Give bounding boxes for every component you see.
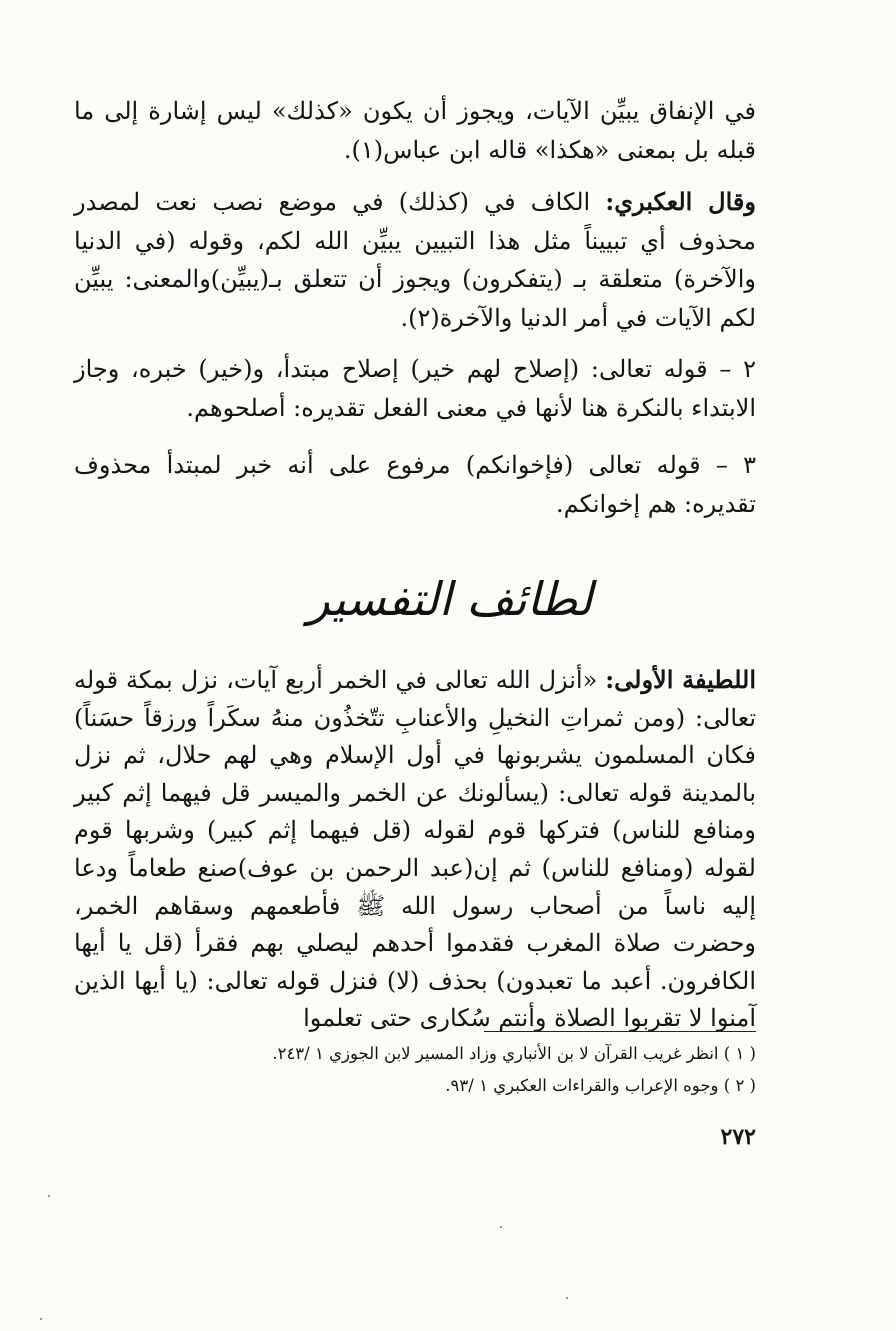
paragraph-first-subtlety [74,661,756,1038]
footnote: ( ١ ) انظر غريب القرآن لا بن الأنباري وزاد المسير لابن الجوزي ١ /٢٤٣. [272,1044,756,1063]
scan-speck [48,1195,50,1197]
paragraph-continuation [74,92,756,169]
footnote: ( ٢ ) وجوه الإعراب والقراءات العكبري ١ /٩٣. [445,1076,756,1095]
section-title: لطائف التفسير [307,572,593,626]
paragraph-lead: وقال العكبري: [605,187,756,216]
paragraph-text: الكاف في (كذلك) في موضع نصب نعت لمصدر محذوف أي تبييناً مثل هذا التبيين يبيِّن الله لكم، وقوله (في الدنيا والآخرة) متعلقة بـ (يتفكرون) ويجوز أن تتعلق بـ(يبيِّن)والمعنى: يبيِّن لكم الآيات في أمر الدنيا والآخرة(٢). [74,188,756,332]
paragraph-text: في الإنفاق يبيِّن الآيات، ويجوز أن يكون «كذلك» ليس إشارة إلى ما قبله بل بمعنى «هكذا» قاله ابن عباس(١). [74,97,756,164]
paragraph-point-2 [74,350,756,427]
footnote-divider [484,1031,756,1032]
paragraph-akbari [74,183,756,337]
scan-speck [566,1297,568,1299]
paragraph-text: ٢ – قوله تعالى: (إصلاح لهم خير) إصلاح مبتدأ، و(خير) خبره، وجاز الابتداء بالنكرة هنا لأنها في معنى الفعل تقديره: أصلحوهم. [74,355,756,422]
scan-speck [40,1318,42,1320]
paragraph-lead: اللطيفة الأولى: [605,665,756,694]
scan-speck [500,1226,502,1228]
page-number: ٢٧٢ [720,1124,756,1150]
paragraph-point-3 [74,446,756,523]
paragraph-text: «أنزل الله تعالى في الخمر أربع آيات، نزل بمكة قوله تعالى: (ومن ثمراتِ النخيلِ والأعنابِ تتّخذُون منهُ سكَراً ورزقاً حسَناً) فكان المسلمون يشربونها في أول الإسلام وهي لهم حلال، ثم نزل بالمدينة قوله تعالى: (يسألونك عن الخمر والميسر قل فيهما إثم كبير ومنافع للناس) فتركها قوم لقوله (قل فيهما إثم كبير) وشربها قوم لقوله (ومنافع للناس) ثم إن(عبد الرحمن بن عوف)صنع طعاماً ودعا إليه ناساً من أصحاب رسول الله ﷺ فأطعمهم وسقاهم الخمر، وحضرت صلاة المغرب فقدموا أحدهم ليصلي بهم فقرأ (قل يا أيها الكافرون. أعبد ما تعبدون) بحذف (لا) فنزل قوله تعالى: (يا أيها الذين آمنوا لا تقربوا الصلاة وأنتم سُكارى حتى تعلموا [74,666,757,1033]
paragraph-text: ٣ – قوله تعالى (فإخوانكم) مرفوع على أنه خبر لمبتدأ محذوف تقديره: هم إخوانكم. [74,451,756,518]
